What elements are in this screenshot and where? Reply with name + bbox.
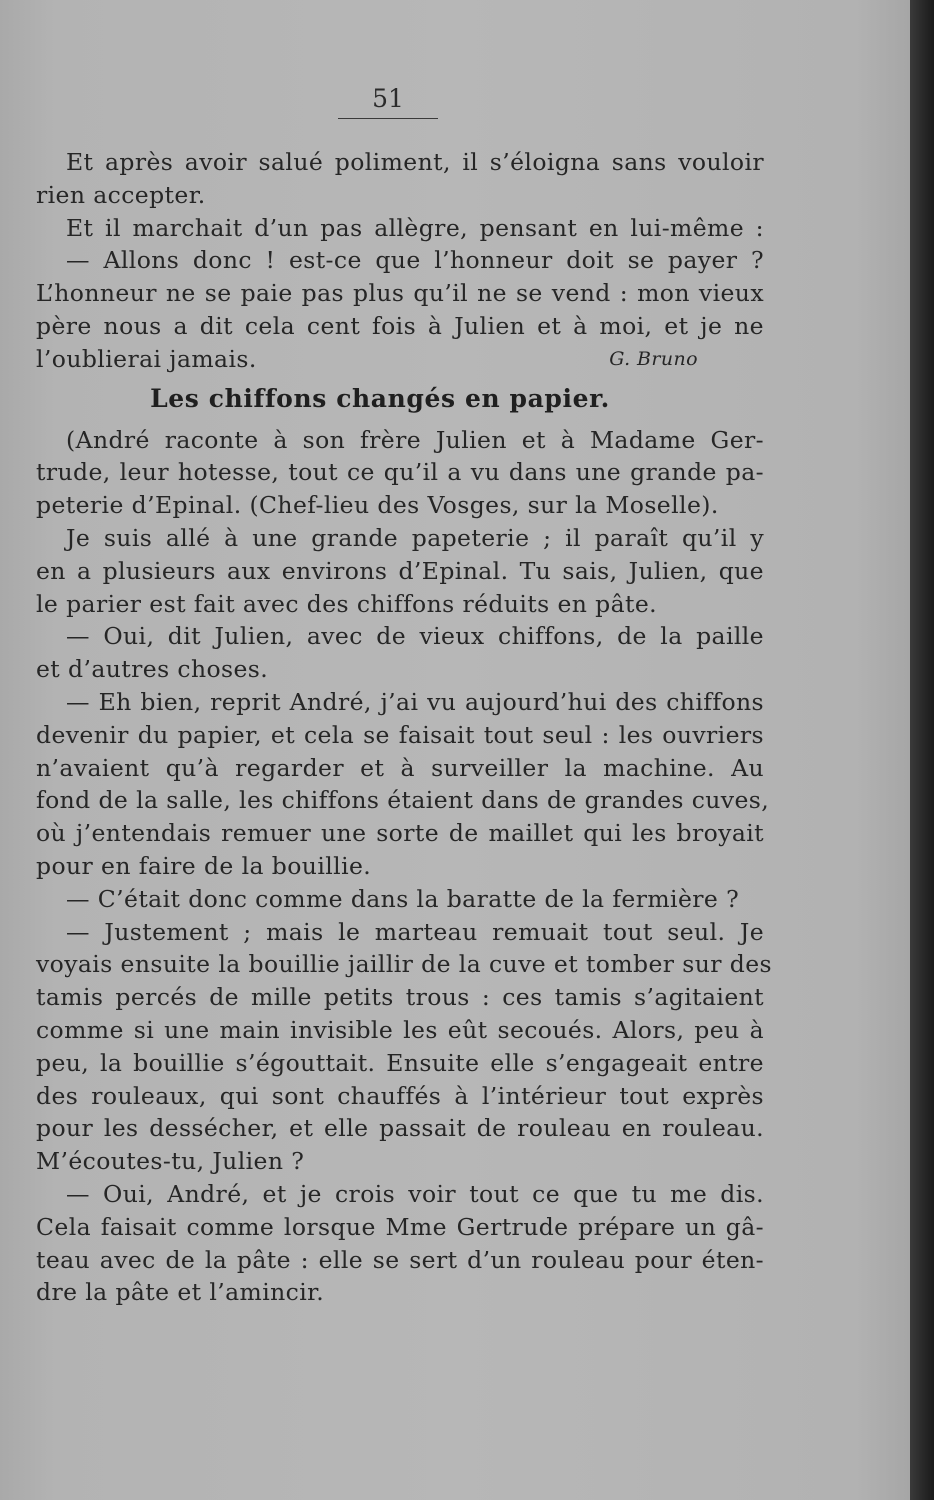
text-line: devenir du papier, et cela se faisait tout seul : les ouvriers	[36, 720, 764, 749]
text-line: pour en faire de la bouillie.	[36, 851, 372, 880]
text-line: M’écoutes-tu, Julien ?	[36, 1147, 305, 1176]
text-line: teau avec de la pâte : elle se sert d’un rouleau pour éten-	[36, 1245, 764, 1274]
text-line: L’honneur ne se paie pas plus qu’il ne se vend : mon vieux	[36, 279, 764, 308]
text-line: — Eh bien, reprit André, j’ai vu aujourd’hui des chiffons	[66, 687, 764, 716]
text-line: rien accepter.	[36, 180, 206, 209]
page-edge-shadow	[910, 0, 934, 1500]
page-text	[36, 146, 772, 1309]
text-line: des rouleaux, qui sont chauffés à l’intérieur tout exprès	[36, 1081, 764, 1110]
text-line: — Justement ; mais le marteau remuait tout seul. Je	[66, 917, 764, 946]
text-line: tamis percés de mille petits trous : ces tamis s’agitaient	[36, 983, 764, 1012]
text-line: père nous a dit cela cent fois à Julien et à moi, et je ne	[36, 311, 764, 340]
text-line-with-signature	[36, 343, 764, 376]
page-number-rule	[338, 118, 438, 119]
text-line: Je suis allé à une grande papeterie ; il paraît qu’il y	[66, 523, 764, 552]
text-line: et d’autres choses.	[36, 655, 269, 684]
text-line: le parier est fait avec des chiffons réduits en pâte.	[36, 589, 658, 618]
page-number: 51	[372, 84, 404, 113]
text-line: Et après avoir salué poliment, il s’éloigna sans vouloir	[66, 148, 764, 176]
author-signature: G. Bruno	[609, 347, 698, 370]
text-line: Cela faisait comme lorsque Mme Gertrude prépare un gâ-	[36, 1212, 764, 1241]
text-line: Et il marchait d’un pas allègre, pensant en lui-même :	[66, 213, 764, 242]
text-line: — Oui, André, et je crois voir tout ce que tu me dis.	[66, 1179, 764, 1208]
text-line: peu, la bouillie s’égouttait. Ensuite elle s’engageait entre	[36, 1048, 764, 1077]
text-line: où j’entendais remuer une sorte de maillet qui les broyait	[36, 819, 764, 848]
text-line: (André raconte à son frère Julien et à Madame Ger-	[66, 425, 764, 454]
text-line: dre la pâte et l’amincir.	[36, 1278, 325, 1307]
section-title: Les chiffons changés en papier.	[150, 383, 610, 413]
text-line: en a plusieurs aux environs d’Epinal. Tu sais, Julien, que	[36, 556, 764, 585]
text-line: — Oui, dit Julien, avec de vieux chiffons, de la paille	[66, 622, 764, 651]
text-line: trude, leur hotesse, tout ce qu’il a vu dans une grande pa-	[36, 458, 764, 487]
text-line: — Allons donc ! est-ce que l’honneur doit se payer ?	[66, 246, 764, 275]
text-line: n’avaient qu’à regarder et à surveiller la machine. Au	[36, 753, 764, 782]
text-line: peterie d’Epinal. (Chef-lieu des Vosges, sur la Moselle).	[36, 491, 719, 520]
text-line: — C’était donc comme dans la baratte de la fermière ?	[66, 884, 740, 913]
text-line: pour les dessécher, et elle passait de rouleau en rouleau.	[36, 1114, 764, 1143]
text-line: voyais ensuite la bouillie jaillir de la cuve et tomber sur des	[36, 950, 772, 979]
text-line: comme si une main invisible les eût secoués. Alors, peu à	[36, 1015, 764, 1044]
text-line: fond de la salle, les chiffons étaient dans de grandes cuves,	[36, 786, 770, 815]
text-line: l’oublierai jamais.	[36, 344, 257, 373]
